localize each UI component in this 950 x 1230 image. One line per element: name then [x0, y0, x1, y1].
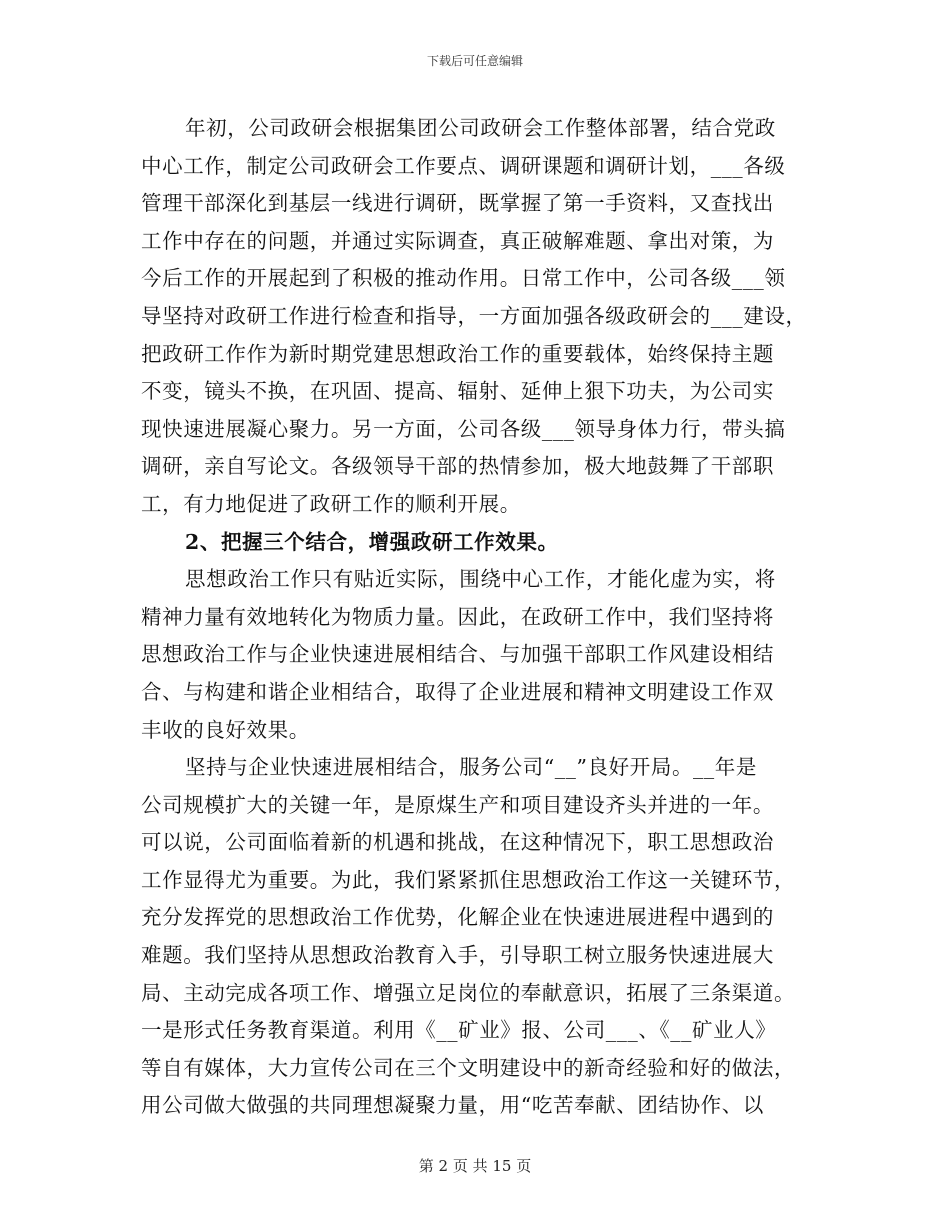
text-line: 合、与构建和谐企业相结合，取得了企业进展和精神文明建设工作双 [141, 679, 774, 704]
section-heading: 2、把握三个结合，增强政研工作效果。 [185, 529, 559, 554]
text-line: 充分发挥党的思想政治工作优势，化解企业在快速进展进程中遇到的 [141, 905, 774, 930]
text-line: 现快速进展凝心聚力。另一方面，公司各级___领导身体力行，带头搞 [141, 416, 786, 441]
text-line: 工作显得尤为重要。为此，我们紧紧抓住思想政治工作这一关键环节， [141, 867, 796, 892]
text-line: 不变，镜头不换，在巩固、提高、辐射、延伸上狠下功夫，为公司实 [141, 379, 774, 404]
text-line: 年初，公司政研会根据集团公司政研会工作整体部署，结合党政 [185, 116, 776, 140]
text-line: 公司规模扩大的关键一年，是原煤生产和项目建设齐头并进的一年。 [141, 792, 774, 817]
text-line: 工作中存在的问题，并通过实际调查，真正破解难题、拿出对策，为 [141, 228, 774, 253]
text-line: 可以说，公司面临着新的机遇和挑战，在这种情况下，职工思想政治 [141, 830, 774, 855]
text-line: 等自有媒体，大力宣传公司在三个文明建设中的新奇经验和好的做法， [141, 1055, 796, 1080]
text-line: 难题。我们坚持从思想政治教育入手，引导职工树立服务快速进展大 [141, 943, 774, 968]
text-line: 一是形式任务教育渠道。利用《__矿业》报、公司___、《__矿业人》 [141, 1018, 777, 1043]
page-header: 下载后可任意编辑 [426, 54, 523, 68]
text-line: 导坚持对政研工作进行检查和指导，一方面加强各级政研会的___建设， [141, 303, 807, 328]
text-line: 精神力量有效地转化为物质力量。因此，在政研工作中，我们坚持将 [141, 604, 774, 629]
text-line: 用公司做大做强的共同理想凝聚力量，用“吃苦奉献、团结协作、以 [141, 1093, 764, 1118]
page-footer: 第 2 页 共 15 页 [418, 1157, 532, 1175]
text-line: 思想政治工作只有贴近实际，围绕中心工作，才能化虚为实，将 [185, 567, 776, 592]
text-line: 调研，亲自写论文。各级领导干部的热情参加，极大地鼓舞了干部职 [141, 454, 774, 479]
text-line: 坚持与企业快速进展相结合，服务公司“__”良好开局。__年是 [185, 755, 757, 780]
text-line: 局、主动完成各项工作、增强立足岗位的奉献意识，拓展了三条渠道。 [141, 980, 796, 1005]
text-line: 管理干部深化到基层一线进行调研，既掌握了第一手资料，又查找出 [141, 191, 774, 216]
text-line: 丰收的良好效果。 [141, 717, 310, 742]
text-line: 今后工作的开展起到了积极的推动作用。日常工作中，公司各级___领 [141, 266, 786, 291]
document-body [141, 110, 821, 1125]
text-line: 工，有力地促进了政研工作的顺利开展。 [141, 491, 521, 516]
text-line: 把政研工作作为新时期党建思想政治工作的重要载体，始终保持主题 [141, 341, 774, 366]
text-line: 中心工作，制定公司政研会工作要点、调研课题和调研计划，___各级 [141, 153, 786, 178]
text-line: 思想政治工作与企业快速进展相结合、与加强干部职工作风建设相结 [141, 642, 774, 667]
